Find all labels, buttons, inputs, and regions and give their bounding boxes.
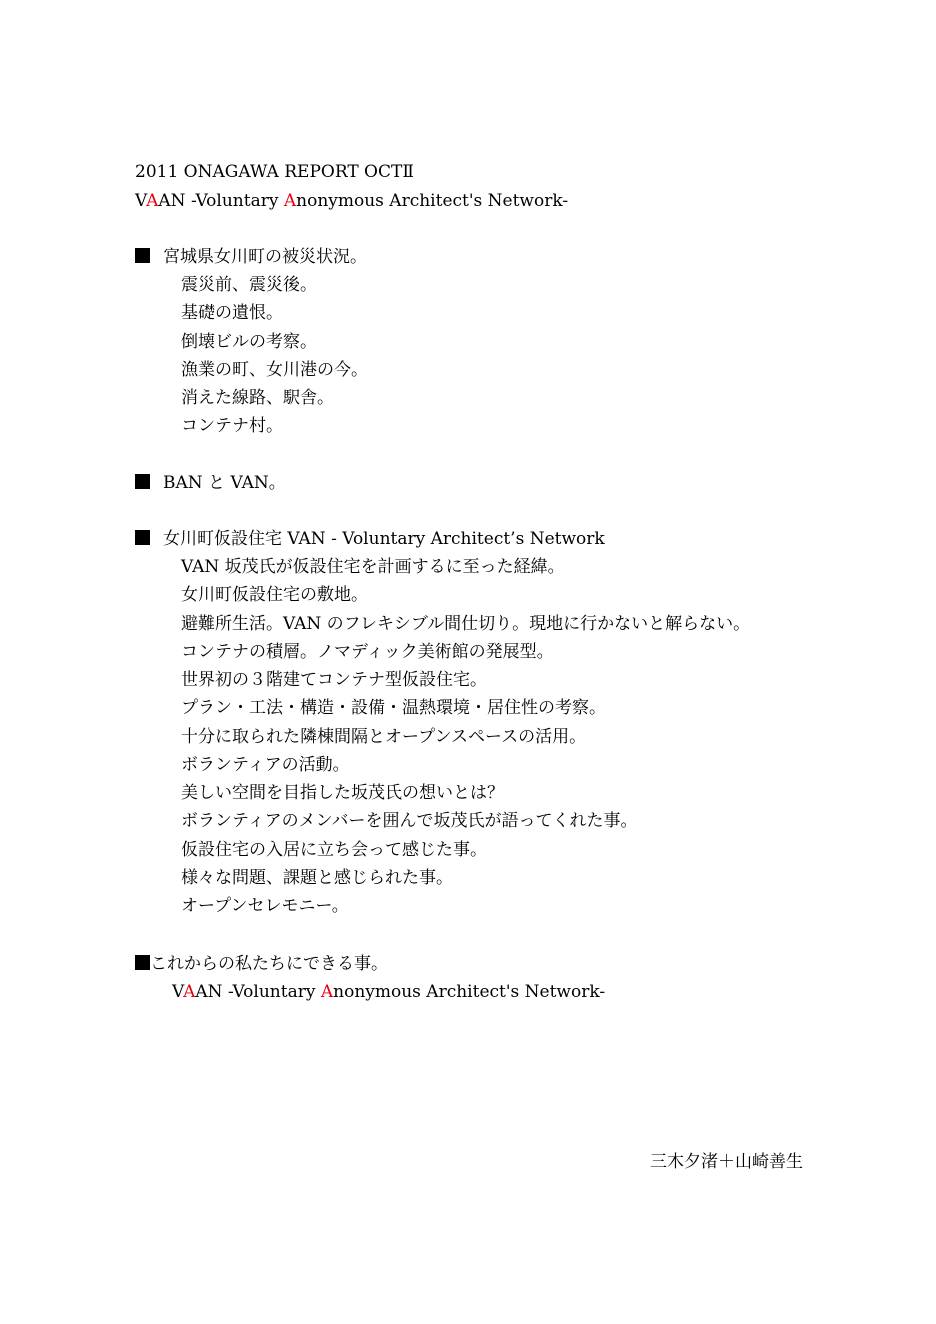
list-item: コンテナの積層。ノマディック美術館の発展型。 [181, 642, 554, 662]
org-name-v: V [135, 191, 147, 211]
list-item: 世界初の３階建てコンテナ型仮設住宅。 [181, 670, 487, 690]
section3-heading [135, 528, 605, 550]
section2-title: BAN と VAN。 [163, 473, 286, 493]
section1-title: 宮城県女川町の被災状況。 [163, 247, 367, 267]
section2-heading [135, 472, 286, 494]
square-bullet-icon [135, 248, 150, 263]
section4-title: これからの私たちにできる事。 [150, 954, 388, 974]
org-name-rest: nonymous Architect's Network- [333, 982, 606, 1002]
list-item: VAN 坂茂氏が仮設住宅を計画するに至った経緯。 [181, 557, 565, 577]
square-bullet-icon [135, 530, 150, 545]
org-name-a2-red: A [320, 982, 334, 1002]
list-item: 避難所生活。VAN のフレキシブル間仕切り。現地に行かないと解らない。 [181, 614, 751, 634]
list-item: 美しい空間を目指した坂茂氏の想いとは？ [181, 783, 504, 803]
org-name-mid: AN -Voluntary [195, 982, 321, 1002]
list-item: 消えた線路、駅舎。 [181, 388, 334, 408]
list-item: ボランティアのメンバーを囲んで坂茂氏が語ってくれた事。 [181, 811, 638, 831]
org-name-a-red: A [183, 982, 196, 1002]
list-item: 漁業の町、女川港の今。 [181, 360, 368, 380]
list-item: 倒壊ビルの考察。 [181, 332, 317, 352]
list-item: 基礎の遺恨。 [181, 303, 283, 323]
section4-heading [135, 953, 388, 975]
org-name-mid: AN -Voluntary [158, 191, 284, 211]
section1-heading [135, 246, 367, 268]
list-item: ボランティアの活動。 [181, 755, 350, 775]
authors: 三木夕渚＋山崎善生 [650, 1152, 803, 1172]
list-item: 様々な問題、課題と感じられた事。 [181, 868, 453, 888]
org-name-a2-red: A [283, 191, 297, 211]
list-item: 十分に取られた隣棟間隔とオープンスペースの活用。 [181, 727, 587, 747]
list-item: オープンセレモニー。 [181, 896, 349, 916]
section3-title: 女川町仮設住宅 VAN - Voluntary Architect’s Network [163, 529, 605, 549]
list-item: 震災前、震災後。 [181, 275, 317, 295]
list-item: 仮設住宅の入居に立ち会って感じた事。 [181, 840, 487, 860]
list-item: プラン・工法・構造・設備・温熱環境・居住性の考察。 [181, 698, 606, 718]
section4-org-name [172, 981, 605, 1003]
report-title: 2011 ONAGAWA REPORT OCTⅡ [135, 162, 414, 182]
list-item: 女川町仮設住宅の敷地。 [181, 585, 368, 605]
list-item: コンテナ村。 [181, 416, 283, 436]
square-bullet-icon [135, 474, 150, 489]
org-name-a-red: A [146, 191, 159, 211]
org-name [135, 190, 568, 212]
org-name-v: V [172, 982, 184, 1002]
org-name-rest: nonymous Architect's Network- [296, 191, 569, 211]
square-bullet-icon [135, 955, 150, 970]
